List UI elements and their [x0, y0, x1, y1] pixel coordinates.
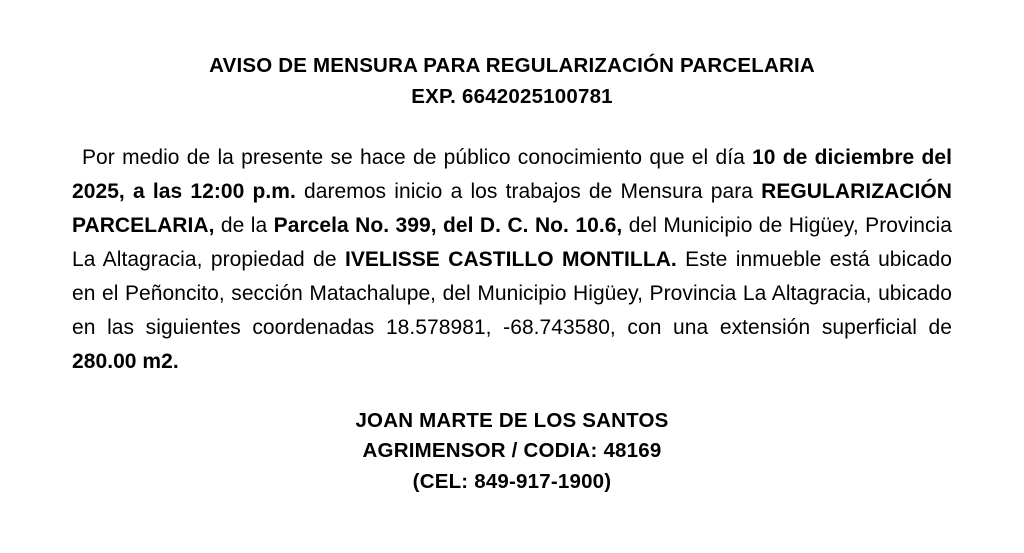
signature-block [72, 406, 952, 498]
signatory-phone: (CEL: 849-917-1900) [412, 470, 612, 493]
body-bold-propietario: IVELISSE CASTILLO MONTILLA. [344, 248, 677, 272]
document-title: AVISO DE MENSURA PARA REGULARIZACIÓN PARCELARIA [209, 54, 815, 77]
document-expediente: EXP. 6642025100781 [411, 84, 613, 108]
body-bold-regularizacion: REGULARIZACIÓN PARCELARIA, [72, 180, 952, 238]
document-header [72, 52, 952, 111]
body-segment-4: del Municipio de Higüey, Provincia La Altagracia, propiedad de [72, 214, 953, 272]
body-bold-parcela: Parcela No. 399, del D. C. No. 10.6, [273, 214, 623, 238]
body-segment-2: daremos inicio a los trabajos de Mensura para [295, 180, 762, 204]
body-segment-3: de la [214, 214, 274, 238]
body-bold-superficie: 280.00 m2. [72, 350, 179, 374]
signatory-role: AGRIMENSOR / CODIA: 48169 [362, 439, 662, 463]
body-segment-1: Por medio de la presente se hace de público conocimiento que el día [82, 146, 753, 170]
document-page [0, 52, 1024, 553]
body-segment-5: Este inmueble está ubicado en el Peñoncito, sección Matachalupe, del Municipio Higüey, Provincia La Altagracia, ubicado en las siguientes coordenadas 18.578981, -68.743580, con una extensión superficial de [72, 248, 952, 340]
body-bold-date: 10 de diciembre del 2025, a las 12:00 p.m. [72, 146, 953, 204]
signatory-name: JOAN MARTE DE LOS SANTOS [355, 408, 669, 432]
document-body [72, 141, 952, 379]
